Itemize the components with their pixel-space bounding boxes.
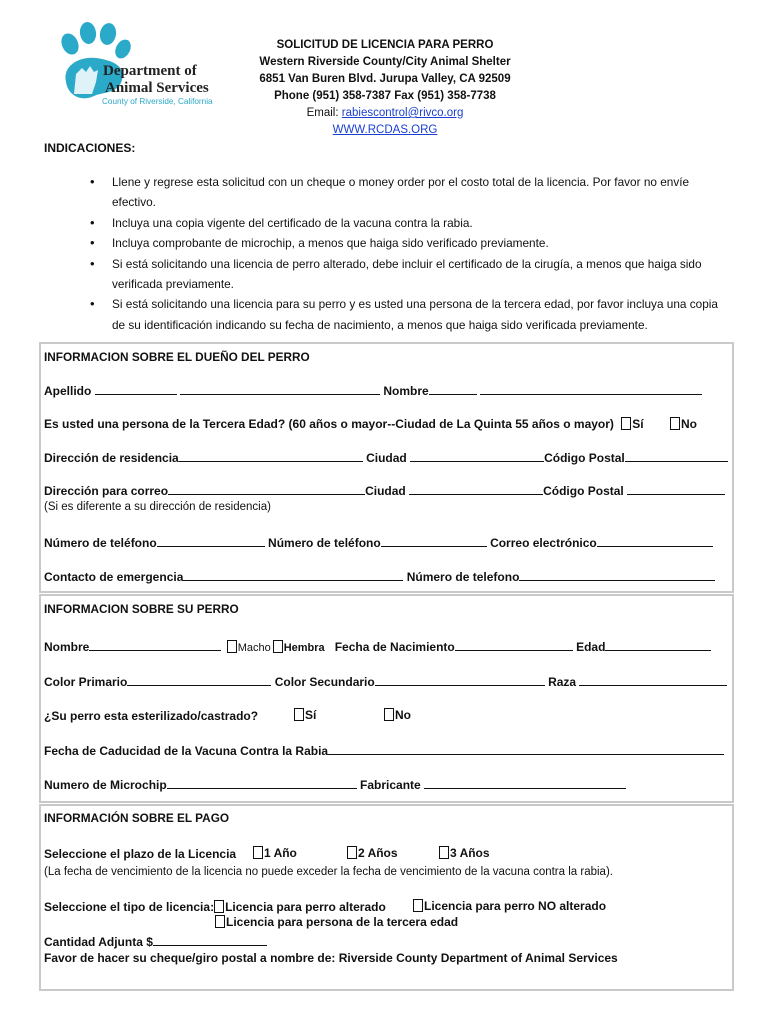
first-name-label: Nombre [383, 384, 429, 398]
spayed-yes-label: Sí [305, 708, 317, 722]
type-unaltered-checkbox[interactable] [413, 899, 423, 912]
type-senior-group [215, 915, 458, 929]
instructions-list [44, 172, 734, 335]
home-address-row [44, 449, 729, 466]
instruction-item: • Llene y regrese esta solicitud con un cheque o money order por el costo total de la licencia. Por favor no envíe efectivo. [112, 172, 734, 213]
instructions-title: INDICACIONES: [44, 141, 136, 155]
primary-color-label: Color Primario [44, 675, 128, 689]
birth-date-label: Fecha de Nacimiento [334, 640, 455, 654]
emergency-row [44, 568, 729, 585]
form-header [240, 37, 530, 139]
term-2-group [347, 846, 398, 860]
type-senior-label: Licencia para persona de la tercera edad [226, 915, 459, 929]
type-label: Seleccione el tipo de licencia: [44, 900, 215, 914]
spayed-no-checkbox[interactable] [384, 708, 394, 721]
type-unaltered-group [413, 899, 606, 913]
department-logo [52, 22, 247, 108]
shelter-phone: Phone (951) 358-7387 Fax (951) 358-7738 [274, 90, 496, 102]
org-text-1: Department of [103, 63, 197, 79]
manufacturer-label: Fabricante [360, 778, 421, 792]
dog-name-row [44, 638, 729, 656]
first-name-field[interactable] [429, 382, 477, 395]
shelter-address: 6851 Van Buren Blvd. Jurupa Valley, CA 92509 [259, 73, 511, 85]
owner-email-field[interactable] [597, 534, 713, 547]
last-name-label: Apellido [44, 384, 92, 398]
last-name-field[interactable] [95, 382, 177, 395]
spayed-no-label: No [395, 708, 411, 722]
owner-name-row [44, 382, 729, 399]
city2-label: Ciudad [365, 484, 406, 498]
type-senior-checkbox[interactable] [215, 915, 225, 928]
senior-row [44, 416, 729, 432]
senior-question: Es usted una persona de la Tercera Edad? (60 años o mayor--Ciudad de La Quinta 55 años o mayor) [44, 417, 614, 431]
microchip-field[interactable] [167, 776, 357, 789]
vaccine-row [44, 742, 729, 759]
city-label: Ciudad [366, 451, 407, 465]
dog-color-row [44, 673, 729, 690]
owner-email-label: Correo electrónico [490, 536, 597, 550]
emergency-label: Contacto de emergencia [44, 570, 184, 584]
microchip-label: Numero de Microchip [44, 778, 167, 792]
vaccine-expiry-field[interactable] [328, 742, 724, 755]
spayed-yes-group [294, 708, 316, 722]
phone2-label: Número de teléfono [268, 536, 381, 550]
type-row [44, 899, 729, 915]
female-checkbox[interactable] [273, 640, 283, 653]
type-altered-checkbox[interactable] [214, 900, 224, 913]
birth-date-field[interactable] [455, 638, 573, 651]
phone1-field[interactable] [157, 534, 265, 547]
term-2-checkbox[interactable] [347, 846, 357, 859]
zip2-label: Código Postal [543, 484, 624, 498]
vaccine-expiry-label: Fecha de Caducidad de la Vacuna Contra la Rabia [44, 744, 329, 758]
male-checkbox[interactable] [227, 640, 237, 653]
type-unaltered-label: Licencia para perro NO alterado [424, 899, 607, 913]
website-link[interactable]: WWW.RCDAS.ORG [332, 124, 438, 136]
term-1-label: 1 Año [264, 846, 297, 860]
spayed-question: ¿Su perro esta esterilizado/castrado? [44, 709, 259, 723]
dog-section-box [39, 594, 734, 803]
org-text-2: Animal Services [105, 80, 209, 96]
zip-field[interactable] [625, 449, 728, 462]
zip2-field[interactable] [627, 482, 725, 495]
senior-no-checkbox[interactable] [670, 417, 680, 430]
dog-name-label: Nombre [44, 640, 90, 654]
senior-no-group [670, 416, 730, 432]
dog-name-field[interactable] [89, 638, 221, 651]
email-line [240, 105, 530, 122]
primary-color-field[interactable] [127, 673, 271, 686]
amount-row [44, 933, 729, 950]
amount-field[interactable] [153, 933, 267, 946]
spayed-yes-checkbox[interactable] [294, 708, 304, 721]
email-link[interactable]: rabiescontrol@rivco.org [341, 107, 464, 119]
manufacturer-field[interactable] [424, 776, 626, 789]
emergency-phone-field[interactable] [519, 568, 715, 581]
payable-note: Favor de hacer su cheque/giro postal a nombre de: Riverside County Department of Animal Services [44, 951, 618, 965]
breed-label: Raza [548, 675, 577, 689]
emergency-field[interactable] [183, 568, 403, 581]
term-3-group [439, 846, 490, 860]
mail-address-label: Dirección para correo [44, 484, 169, 498]
term-2-label: 2 Años [358, 846, 398, 860]
mail-note: (Si es diferente a su dirección de residencia) [44, 501, 271, 513]
senior-yes-checkbox[interactable] [621, 417, 631, 430]
owner-section-box [39, 342, 734, 593]
dog-section-title: INFORMACION SOBRE SU PERRO [44, 602, 239, 616]
shelter-name: Western Riverside County/City Animal Shelter [259, 56, 511, 68]
mail-address-row [44, 482, 729, 499]
last-name-field-2[interactable] [180, 382, 380, 395]
secondary-color-label: Color Secundario [274, 675, 375, 689]
term-1-checkbox[interactable] [253, 846, 263, 859]
male-label: Macho [237, 642, 271, 654]
senior-no-label: No [681, 417, 697, 431]
instruction-item: • Si está solicitando una licencia de perro alterado, debe incluir el certificado de la cirugía, a menos que haiga sido verificada previamente. [112, 254, 734, 295]
form-title: SOLICITUD DE LICENCIA PARA PERRO [276, 39, 494, 51]
female-label: Hembra [283, 642, 325, 654]
age-label: Edad [576, 640, 606, 654]
phone2-field[interactable] [381, 534, 487, 547]
emergency-phone-label: Número de telefono [406, 570, 520, 584]
instruction-item: • Incluya comprobante de microchip, a menos que haiga sido verificado previamente. [112, 233, 734, 253]
term-label: Seleccione el plazo de la Licencia [44, 847, 237, 861]
city-field[interactable] [410, 449, 544, 462]
home-address-field[interactable] [179, 449, 363, 462]
email-label: Email: [306, 107, 342, 119]
city2-field[interactable] [409, 482, 543, 495]
term-3-checkbox[interactable] [439, 846, 449, 859]
term-1-group [253, 846, 297, 860]
microchip-row [44, 776, 729, 793]
term-note: (La fecha de vencimiento de la licencia no puede exceder la fecha de vencimiento de la vacuna contra la rabia). [44, 866, 613, 878]
senior-yes-label: Sí [632, 417, 644, 431]
type-altered-label: Licencia para perro alterado [225, 900, 386, 914]
phone1-label: Número de teléfono [44, 536, 157, 550]
phones-row [44, 534, 729, 551]
org-county: County of Riverside, California [102, 97, 213, 106]
term-3-label: 3 Años [450, 846, 490, 860]
instruction-item: • Incluya una copia vigente del certificado de la vacuna contra la rabia. [112, 213, 734, 233]
breed-field[interactable] [579, 673, 727, 686]
home-address-label: Dirección de residencia [44, 451, 179, 465]
mail-address-field[interactable] [168, 482, 365, 495]
zip-label: Código Postal [544, 451, 625, 465]
instruction-item: • Si está solicitando una licencia para su perro y es usted una persona de la tercera edad, por favor incluya una copia de su identificación indicando su fecha de nacimiento, a menos que haiga sido verificada previamente. [112, 294, 734, 335]
first-name-field-2[interactable] [480, 382, 702, 395]
age-field[interactable] [605, 638, 711, 651]
secondary-color-field[interactable] [375, 673, 545, 686]
payment-section-title: INFORMACIÓN SOBRE EL PAGO [44, 811, 230, 825]
amount-label: Cantidad Adjunta $ [44, 935, 153, 949]
owner-section-title: INFORMACION SOBRE EL DUEÑO DEL PERRO [44, 350, 310, 364]
spayed-no-group [384, 708, 411, 722]
